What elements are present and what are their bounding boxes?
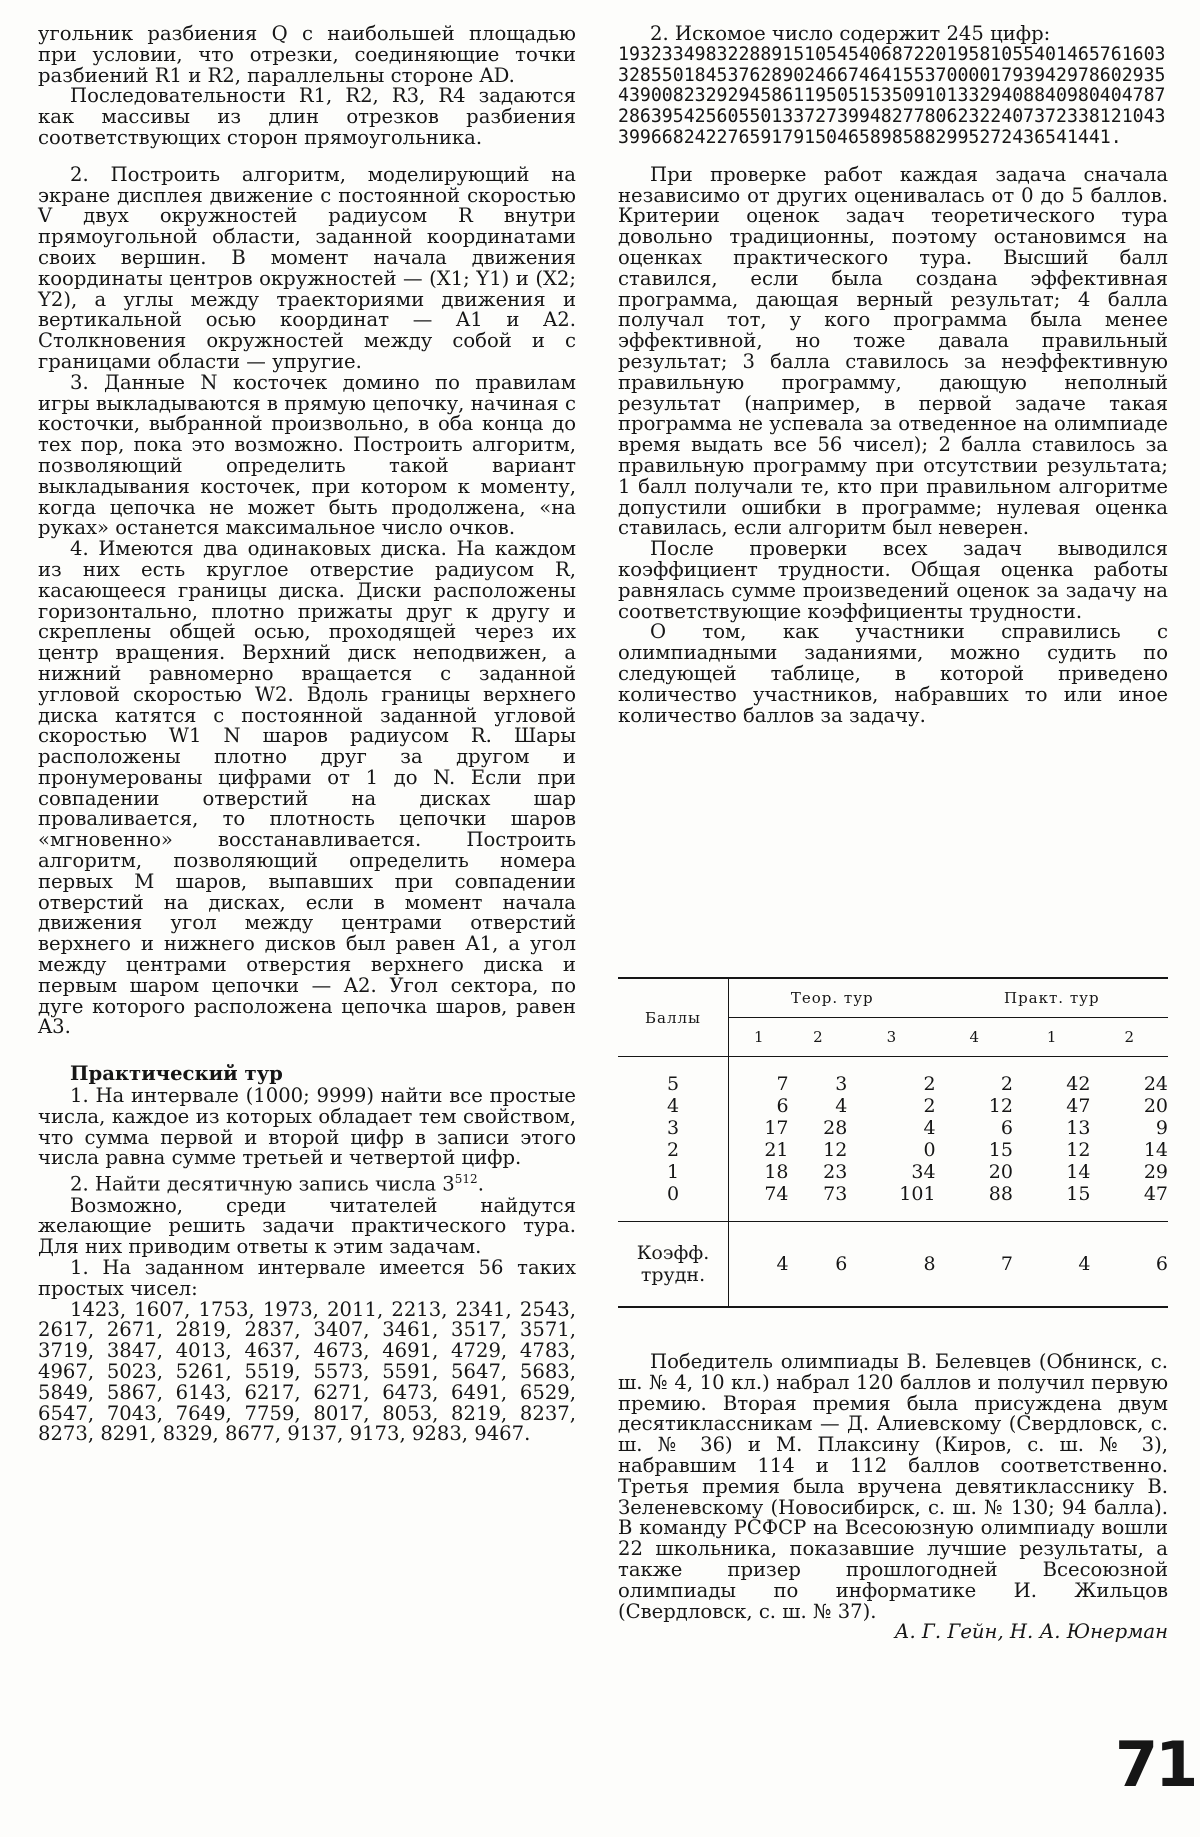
table-row [618,1057,1168,1096]
table-cell: 0 [923,1139,936,1161]
ball-cell: 1 [618,1161,729,1183]
coefficient-label-line-2: трудн. [640,1264,706,1286]
table-cell: 7 [776,1073,789,1095]
task-4-paragraph: 4. Имеются два одинаковых диска. На каждом из них есть круглое отверстие радиусом R, касающееся границы диска. Диски расположены горизонтально, плотно прижаты друг к другу и скреплены общей осью, проходящей через их центр вращения. Верхний диск неподвижен, а нижний равномерно вращается с заданной угловой скоростью W2. Вдоль границы верхнего диска катятся с постоянной заданной угловой скоростью W1 N шаров радиусом R. Шары расположены плотно друг за другом и пронумерованы цифрами от 1 до N. Если при совпадении отверстий на дисках шар проваливается, то плотность цепочки шаров «мгновенно» восстанавливается. Построить алгоритм, позволяющий определить номера первых M шаров, выпавших при совпадении отверстий на дисках, если в момент начала движения угол между центрами отверстий верхнего и нижнего дисков был равен A1, а угол между центрами отверстия верхнего диска и первым шаром цепочки — A2. Угол сектора, по дуге которого расположена цепочка шаров, равен A3. [38,537,576,1039]
ball-cell: 2 [618,1139,729,1161]
left-paragraph-2: Последовательности R1, R2, R3, R4 задаются как массивы из длин отрезков разбиения соответствующих сторон прямоугольника. [38,84,576,149]
table-cell: 6 [1000,1117,1013,1139]
subheader: 1 [1013,1018,1090,1057]
table-cell: 20 [1143,1095,1168,1117]
table-cell: 29 [1143,1161,1168,1183]
table-cell: 4 [835,1095,848,1117]
coefficient-cell: 4 [729,1222,789,1308]
big-number: 19323349832288915105454068722019581055401465761603328550184537628902466746415537000017939429786029354390082329294586119505153509101332940884098040478728639542560550133727399482778062322407372338121043399668242276591791504658985882995272436541441. [618,43,1166,148]
table-cell: 101 [899,1183,936,1205]
table-cell: 23 [823,1161,848,1183]
difficulty-coefficient-paragraph: После проверки всех задач выводился коэффициент трудности. Общая оценка работы равнялась сумме произведений оценок за задачу на соответствующие коэффициенты трудности. [618,537,1168,623]
header-balls: Баллы [618,978,729,1057]
coefficient-label [618,1222,729,1308]
table-cell: 4 [923,1117,936,1139]
practical-task-2-text: 2. Найти десятичную запись числа 3 [70,1172,455,1196]
table-cell: 42 [1066,1073,1091,1095]
table-cell: 17 [764,1117,789,1139]
table-row [618,1139,1168,1161]
header-theory-round: Теор. тур [729,978,936,1018]
winners-paragraph: Победитель олимпиады В. Белевцев (Обнинск, с. ш. № 4, 10 кл.) набрал 120 баллов и получил первую премию. Вторая премия была присуждена двум десятиклассникам — Д. Алиевскому (Свердловск, с. ш. № 36) и М. Плаксину (Киров, с. ш. № 3), набравшим 114 и 112 баллов соответственно. Третья премия была вручена девятикласснику В. Зеленевскому (Новосибирск, с. ш. № 130; 94 балла). В команду РСФСР на Всесоюзную олимпиаду вошли 22 школьника, показавшие лучшие результаты, а также призер прошлогодней Всесоюзной олимпиады по информатике И. Жильцов (Свердловск, с. ш. № 37). [618,1350,1168,1623]
table-cell: 47 [1066,1095,1091,1117]
practical-round-heading: Практический тур [70,1062,283,1086]
table-cell: 18 [764,1161,789,1183]
coefficient-row [618,1222,1168,1308]
subheader: 2 [789,1018,848,1057]
table-cell: 2 [923,1073,936,1095]
answers-intro: Возможно, среди читателей найдутся желающие решить задачи практического тура. Для них приводим ответы к этим задачам. [38,1193,576,1259]
table-row [618,1183,1168,1222]
table-cell: 14 [1066,1161,1091,1183]
table-cell: 15 [1066,1183,1091,1205]
table-row [618,1095,1168,1117]
table-cell: 47 [1143,1183,1168,1205]
subheader: 2 [1090,1018,1168,1057]
table-cell: 12 [823,1139,848,1161]
coefficient-cell: 7 [936,1222,1013,1308]
right-column [618,24,1168,726]
coefficient-cell: 4 [1013,1222,1090,1308]
table-cell: 28 [823,1117,848,1139]
left-paragraph-1: угольник разбиения Q с наибольшей площадью при условии, что отрезки, соединяющие точки разбиений R1 и R2, параллельны стороне AD. [38,22,576,87]
table-cell: 12 [988,1095,1013,1117]
authors-signature: А. Г. Гейн, Н. А. Юнерман [894,1620,1168,1644]
coefficient-label-line-1: Коэфф. [636,1242,710,1264]
ball-cell: 4 [618,1095,729,1117]
table-cell: 12 [1066,1139,1091,1161]
primes-list: 1423, 1607, 1753, 1973, 2011, 2213, 2341, 2543, 2617, 2671, 2819, 2837, 3407, 3461, 3517, 3571, 3719, 3847, 4013, 4637, 4673, 4691, 4729, 4783, 4967, 5023, 5261, 5519, 5573, 5591, 5647, 5683, 5849, 5867, 6143, 6217, 6271, 6473, 6491, 6529, 6547, 7043, 7649, 7759, 8017, 8053, 8219, 8237, 8273, 8291, 8329, 8677, 9137, 9173, 9283, 9467. [38,1297,576,1446]
ball-cell: 3 [618,1117,729,1139]
table-cell: 9 [1155,1117,1168,1139]
header-practice-round: Практ. тур [936,978,1168,1018]
table-cell: 14 [1143,1139,1168,1161]
table-cell: 2 [1000,1073,1013,1095]
coefficient-cell: 8 [847,1222,935,1308]
left-column [38,24,576,1445]
table-cell: 15 [988,1139,1013,1161]
table-intro-paragraph: О том, как участники справились с олимпиадными заданиями, можно судить по следующей таблице, в которой приведено количество участников, набравших то или иное количество баллов за задачу. [618,620,1168,727]
subheader: 3 [847,1018,935,1057]
practical-task-2 [38,1169,576,1195]
table-row [618,1161,1168,1183]
practical-task-1: 1. На интервале (1000; 9999) найти все простые числа, каждое из которых обладает тем свойством, что сумма первой и второй цифр в записи этого числа равна сумме третьей и четвертой цифр. [38,1084,576,1170]
table-row [618,1117,1168,1139]
task-2-paragraph: 2. Построить алгоритм, моделирующий на экране дисплея движение с постоянной скоростью V двух окружностей радиусом R внутри прямоугольной области, заданной координатами своих вершин. В момент начала движения координаты центров окружностей — (X1; Y1) и (X2; Y2), а углы между траекториями движения и вертикальной осью координат — A1 и A2. Столкновения окружностей между собой и с границами области — упругие. [38,162,576,373]
subheader: 1 [729,1018,789,1057]
table-cell: 3 [835,1073,848,1095]
ball-cell: 0 [618,1183,729,1222]
coefficient-cell: 6 [789,1222,848,1308]
grading-criteria-paragraph: При проверке работ каждая задача сначала независимо от других оценивалась от 0 до 5 баллов. Критерии оценок задач теоретического тура довольно традиционны, поэтому остановимся на оценках практического тура. Высший балл ставился, если была создана эффективная программа, дающая верный результат; 4 балла получал тот, у кого программа была менее эффективной, но тоже давала правильный результат; 3 балла ставилось за неэффективную правильную программу, дающую неполный результат (например, в первой задаче такая программа не успевала за отведенное на олимпиаде время выдать все 56 чисел); 2 балла ставилось за правильную программу при отсутствии результата; 1 балл получали те, кто при правильном алгоритме допустили ошибки в программе; нулевая оценка ставилась, если алгоритм был неверен. [618,162,1168,540]
table-cell: 2 [923,1095,936,1117]
exponent: 512 [454,1172,478,1187]
task-3-paragraph: 3. Данные N косточек домино по правилам игры выкладываются в прямую цепочку, начиная с косточки, выбранной произвольно, в оба конца до тех пор, пока это возможно. Построить алгоритм, позволяющий определить такой вариант выкладывания косточек, при котором к моменту, когда цепочка не может быть продолжена, «на руках» останется максимальное число очков. [38,370,576,540]
ball-cell: 5 [618,1057,729,1096]
table-cell: 6 [776,1095,789,1117]
right-column-bottom [618,1352,1168,1643]
table-cell: 21 [764,1139,789,1161]
answer-1-intro: 1. На заданном интервале имеется 56 таких простых чисел: [38,1255,576,1300]
table-cell: 88 [988,1183,1013,1205]
table-cell: 13 [1066,1117,1091,1139]
table-cell: 20 [988,1161,1013,1183]
table-cell: 74 [764,1183,789,1205]
table-cell: 24 [1143,1073,1168,1095]
table-cell: 73 [823,1183,848,1205]
practical-task-2-suffix: . [477,1172,484,1196]
page-number: 71 [1115,1728,1196,1801]
table-cell: 34 [911,1161,936,1183]
answer-2-intro: 2. Искомое число содержит 245 цифр: [650,22,1051,45]
coefficient-cell: 6 [1090,1222,1168,1308]
subheader: 4 [936,1018,1013,1057]
results-table [618,977,1168,1308]
